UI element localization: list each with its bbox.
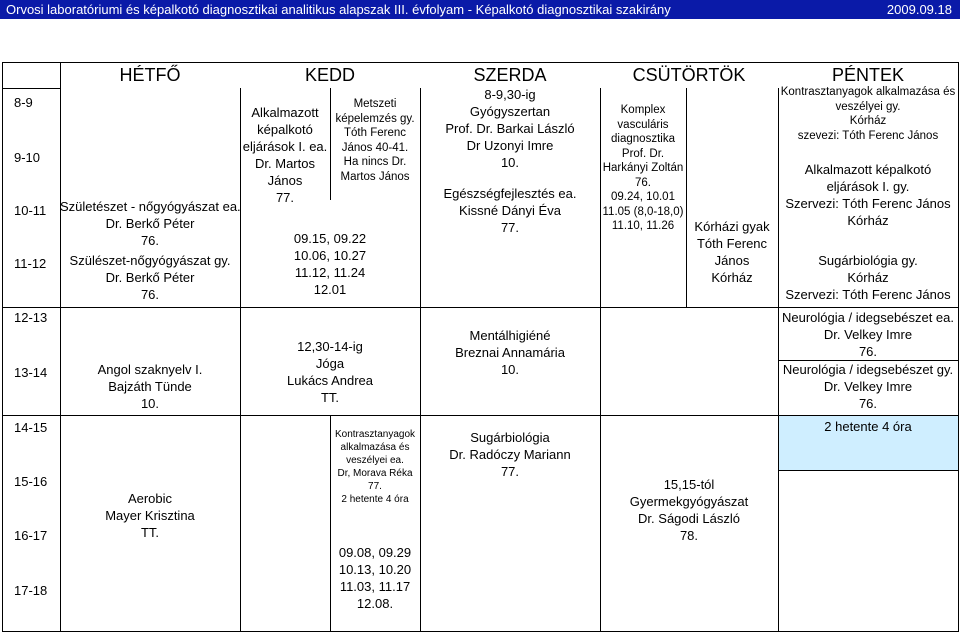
hour-label: 13-14 [14, 365, 48, 380]
class-korhazi-gyak: Kórházi gyak Tóth Ferenc János Kórház [694, 219, 770, 285]
hour-label: 17-18 [14, 583, 48, 598]
hour-label: 8-9 [14, 95, 33, 110]
class-sugarbiologia: Sugárbiológia Dr. Radóczy Mariann 77. [449, 430, 571, 479]
class-alkalmazott-ea: Alkalmazott képalkotó eljárások I. ea. Dr. Martos János 77. [242, 105, 328, 205]
hour-label: 15-16 [14, 474, 48, 489]
class-szuleszet-ea: Születészet - nőgyógyászat ea. Dr. Berkő Péter 76. [60, 199, 241, 248]
class-aerobic: Aerobic Mayer Krisztina TT. [105, 491, 195, 540]
class-neurologia-ea: Neurológia / idegsebészet ea. Dr. Velkey Imre 76. [781, 310, 954, 359]
document-title: Orvosi laboratóriumi és képalkotó diagnosztikai analitikus alapszak III. évfolyam - Képalkotó diagnosztikai szakirány [6, 2, 671, 17]
class-szuleszet-gy: Szülészet-nőgyógyászat gy. Dr. Berkő Péter 76. [69, 253, 231, 302]
class-dates-tuesday-2: 09.08, 09.29 10.13, 10.20 11.03, 11.17 12.08. [338, 545, 412, 611]
class-komplex-vascularis: Komplex vasculáris diagnosztika Prof. Dr. Harkányi Zoltán 76. 09.24, 10.01 11.05 (8,0-18,0) 11.10, 11.26 [602, 104, 684, 232]
day-header-wednesday: SZERDA [473, 65, 547, 85]
day-header-thursday: CSÜTÖRTÖK [632, 65, 746, 85]
day-header-tuesday: KEDD [304, 65, 355, 85]
class-egeszsegfejlesztes: Egészségfejlesztés ea. Kissné Dányi Éva 77. [443, 186, 577, 235]
hour-label: 12-13 [14, 310, 48, 325]
class-joga: 12,30-14-ig Jóga Lukács Andrea TT. [286, 339, 373, 405]
class-neurologia-gy: Neurológia / idegsebészet gy. Dr. Velkey Imre 76. [782, 362, 954, 411]
class-gyogyszertan: 8-9,30-ig Gyógyszertan Prof. Dr. Barkai László Dr Uzonyi Imre 10. [445, 87, 575, 170]
day-header-friday: PÉNTEK [831, 65, 905, 85]
class-kontraszt-ea: Kontrasztanyagok alkalmazása és veszélyei ea. Dr, Morava Réka 77. 2 hetente 4 óra [334, 429, 416, 505]
day-header-monday: HÉTFŐ [119, 65, 181, 85]
class-hetente-note: 2 hetente 4 óra [824, 419, 912, 434]
class-gyermekgyogyaszat: 15,15-tól Gyermekgyógyászat Dr. Ságodi László 78. [629, 477, 749, 543]
hour-label: 10-11 [14, 203, 47, 218]
hour-label: 11-12 [14, 256, 47, 271]
class-alkalmazott-gy: Alkalmazott képalkotó eljárások I. gy. Szervezi: Tóth Ferenc János Kórház [785, 162, 951, 228]
class-sugarbiologia-gy: Sugárbiológia gy. Kórház Szervezi: Tóth Ferenc János [785, 253, 951, 302]
class-angol: Angol szaknyelv I. Bajzáth Tünde 10. [97, 362, 203, 411]
hour-label: 16-17 [14, 528, 48, 543]
class-dates-tuesday: 09.15, 09.22 10.06, 10.27 11.12, 11.24 12.01 [293, 231, 367, 297]
class-kontraszt-gy: Kontrasztanyagok alkalmazása és veszélyei gy. Kórház szevezi: Tóth Ferenc János [780, 86, 956, 142]
class-metszeti-gy: Metszeti képelemzés gy. Tóth Ferenc János 40-41. Ha nincs Dr. Martos János [335, 98, 415, 183]
class-mentalhigiene: Mentálhigiéné Breznai Annamária 10. [455, 328, 565, 377]
hour-label: 9-10 [14, 150, 41, 165]
document-date: 2009.09.18 [886, 2, 952, 17]
hour-label: 14-15 [14, 420, 48, 435]
